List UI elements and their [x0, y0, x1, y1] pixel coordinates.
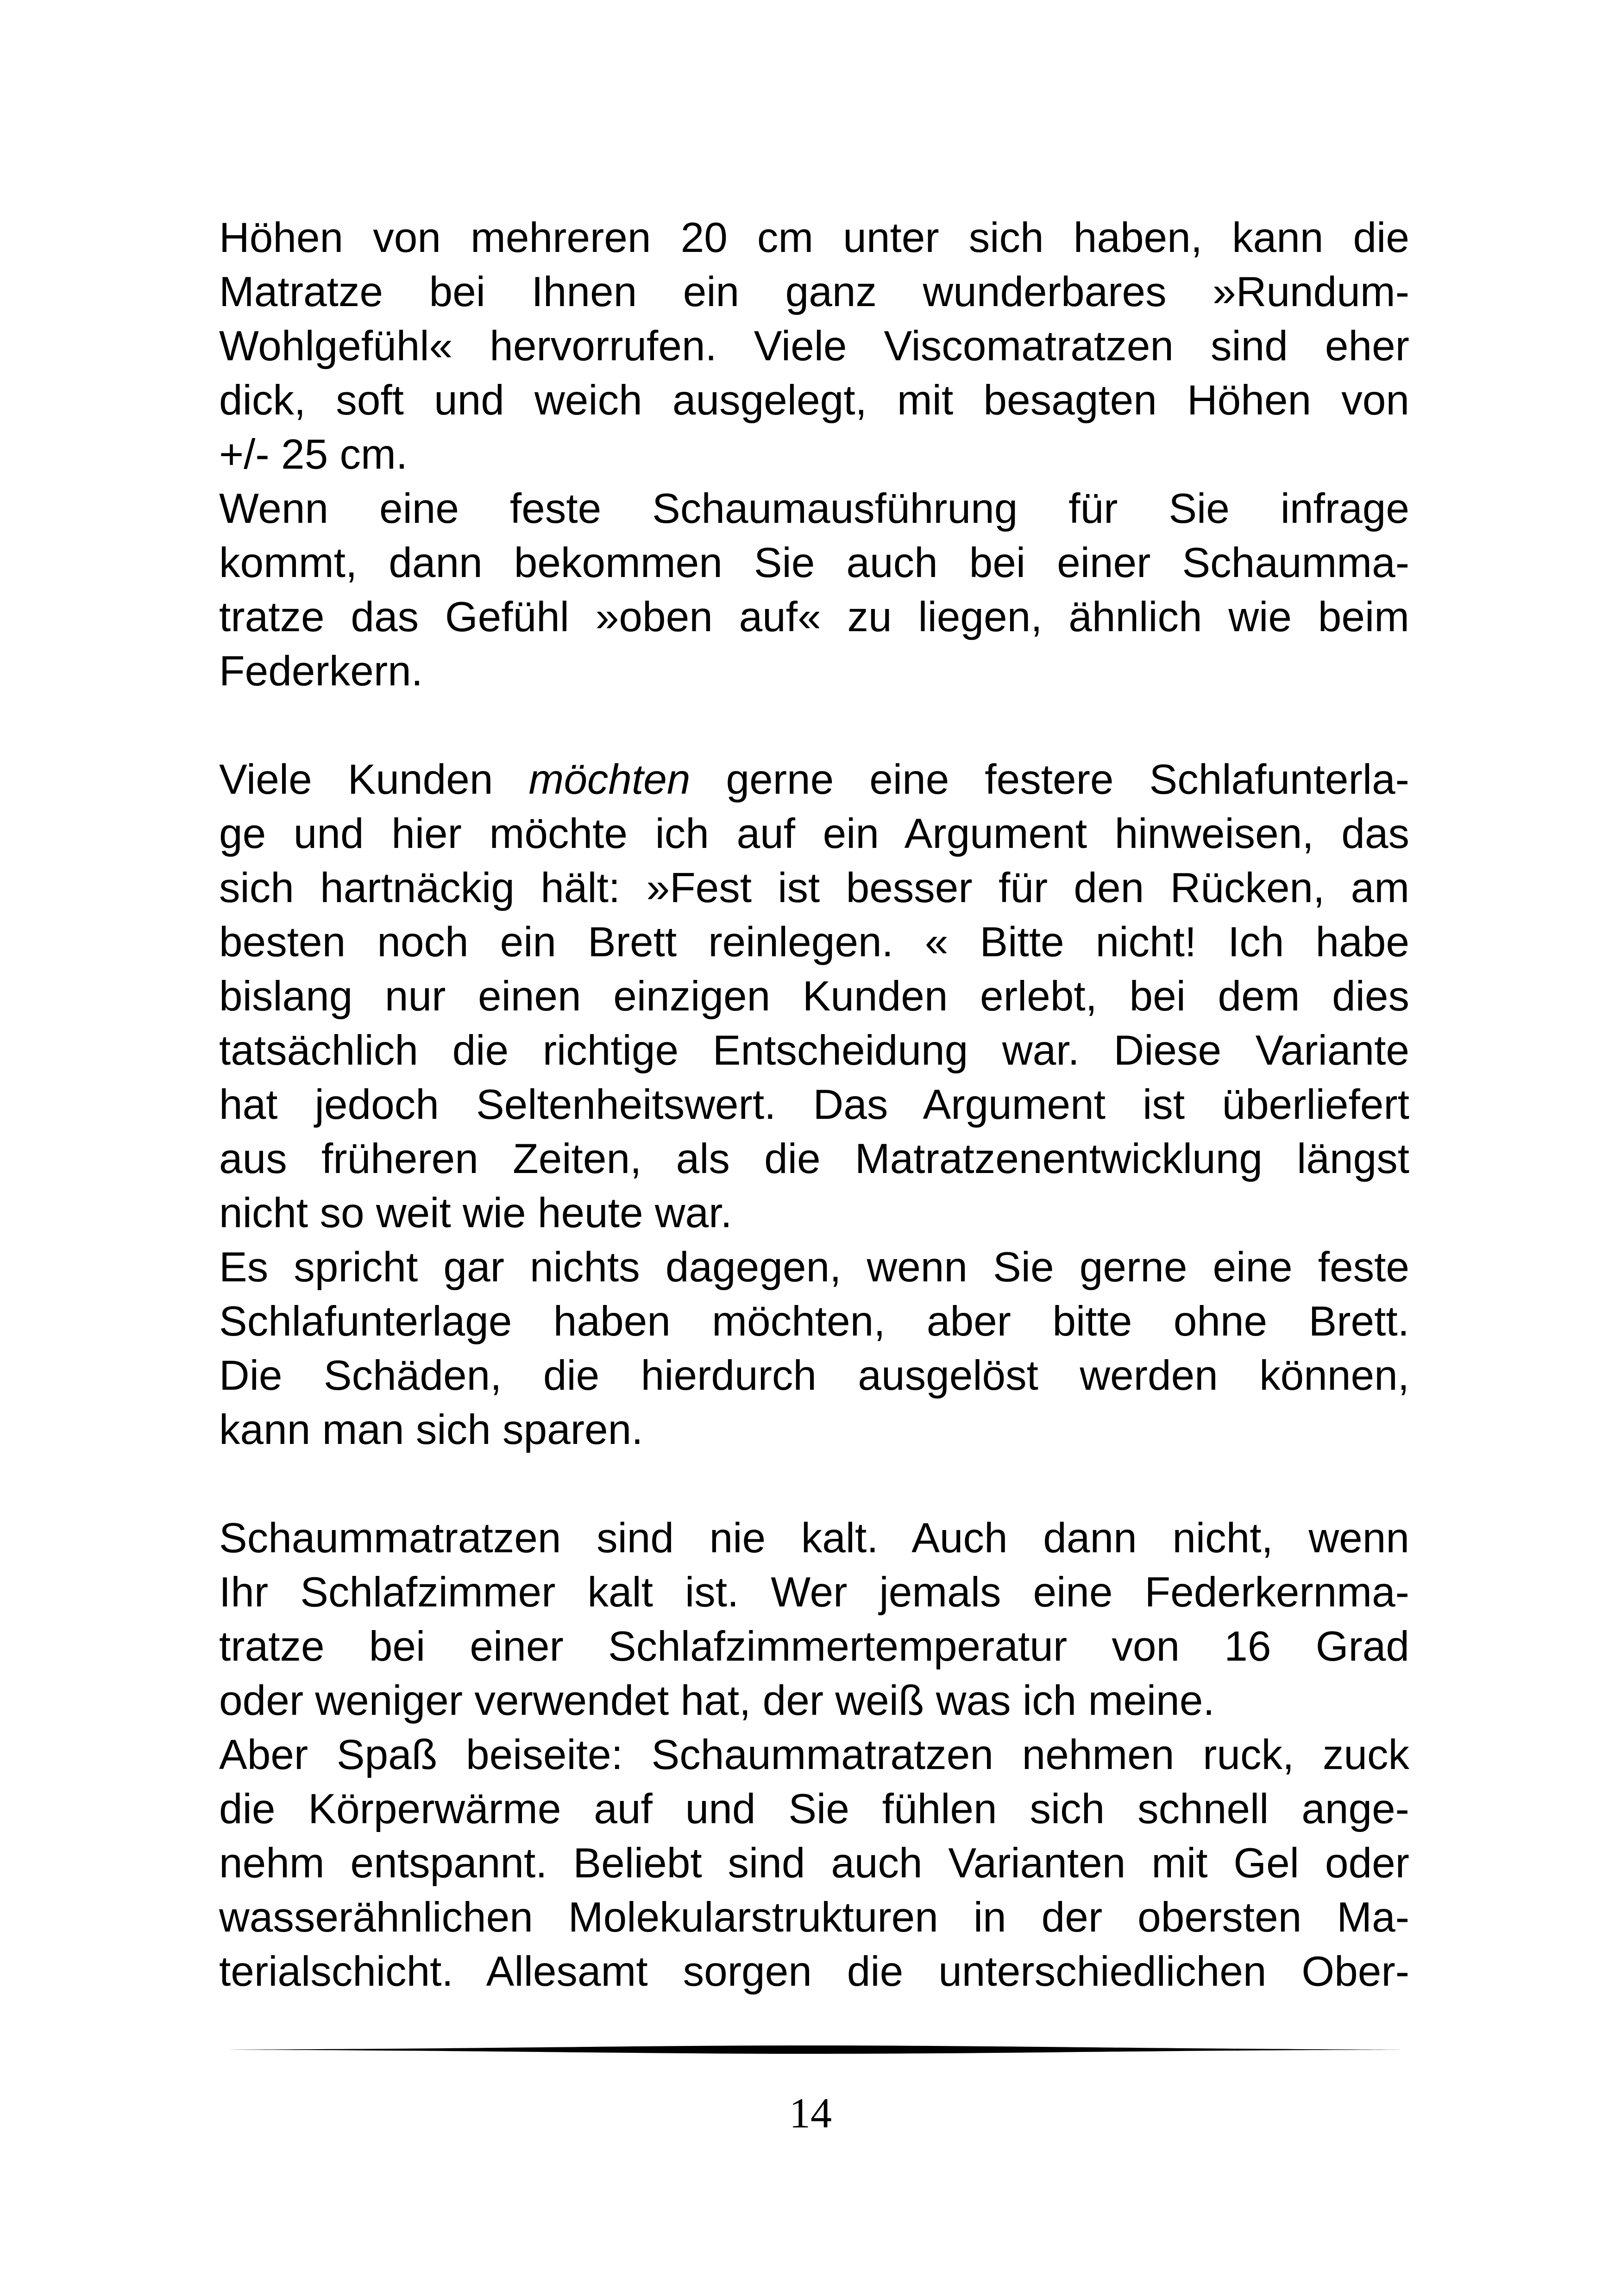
text-line: kann man sich sparen. — [219, 1406, 643, 1453]
page-number: 14 — [789, 2089, 832, 2137]
text-line: kommt, dann bekommen Sie auch bei einer Schaumma- — [219, 539, 1409, 586]
text-line: Aber Spaß beiseite: Schaummatratzen nehmen ruck, zuck — [219, 1731, 1409, 1778]
text-line: dick, soft und weich ausgelegt, mit besagten Höhen von — [219, 377, 1409, 424]
paragraph-gap — [219, 1457, 1409, 1511]
paragraph — [219, 1728, 1409, 1999]
text-line: Die Schäden, die hierdurch ausgelöst werden können, — [219, 1352, 1409, 1399]
text-line: Viele Kunden möchten gerne eine festere Schlafunterla- — [219, 756, 1409, 803]
text-line: tratze bei einer Schlafzimmertemperatur von 16 Grad — [219, 1623, 1409, 1670]
paragraph-gap — [219, 698, 1409, 753]
paragraph — [219, 1511, 1409, 1728]
text-line: Schlafunterlage haben möchten, aber bitte ohne Brett. — [219, 1298, 1409, 1345]
paragraph — [219, 1240, 1409, 1457]
paragraph — [219, 482, 1409, 698]
text-line: ge und hier möchte ich auf ein Argument hinweisen, das — [219, 810, 1409, 857]
text-line: Schaummatratzen sind nie kalt. Auch dann nicht, wenn — [219, 1515, 1409, 1562]
text-line: Matratze bei Ihnen ein ganz wunderbares »Rundum- — [219, 269, 1409, 315]
text-line: +/- 25 cm. — [219, 431, 408, 478]
footer-rule — [219, 2045, 1409, 2055]
text-line: oder weniger verwendet hat, der weiß was ich meine. — [219, 1677, 1215, 1724]
text-line: Wohlgefühl« hervorrufen. Viele Viscomatratzen sind eher — [219, 323, 1409, 370]
text-line: hat jedoch Seltenheitswert. Das Argument ist überliefert — [219, 1081, 1409, 1128]
text-line: Höhen von mehreren 20 cm unter sich haben, kann die — [219, 214, 1409, 261]
text-line: tatsächlich die richtige Entscheidung war. Diese Variante — [219, 1027, 1409, 1074]
body-text — [219, 211, 1409, 1999]
text-line: bislang nur einen einzigen Kunden erlebt, bei dem dies — [219, 973, 1409, 1020]
text-line: besten noch ein Brett reinlegen. « Bitte nicht! Ich habe — [219, 919, 1409, 966]
text-line: wasserähnlichen Molekularstrukturen in der obersten Ma- — [219, 1894, 1409, 1941]
text-line: Ihr Schlafzimmer kalt ist. Wer jemals eine Federkernma- — [219, 1569, 1409, 1616]
text-line: die Körperwärme auf und Sie fühlen sich schnell ange- — [219, 1786, 1409, 1832]
paragraph — [219, 211, 1409, 482]
text-line: tratze das Gefühl »oben auf« zu liegen, ähnlich wie beim — [219, 594, 1409, 640]
text-line: nicht so weit wie heute war. — [219, 1190, 732, 1236]
text-line: aus früheren Zeiten, als die Matratzenentwicklung längst — [219, 1135, 1409, 1182]
text-line: Federkern. — [219, 648, 423, 695]
emphasis: möchten — [528, 756, 691, 803]
text-line: sich hartnäckig hält: »Fest ist besser für den Rücken, am — [219, 865, 1409, 911]
text-line: Es spricht gar nichts dagegen, wenn Sie gerne eine feste — [219, 1244, 1409, 1291]
text-line: nehm entspannt. Beliebt sind auch Varianten mit Gel oder — [219, 1840, 1409, 1887]
text-line: terialschicht. Allesamt sorgen die unterschiedlichen Ober- — [219, 1948, 1409, 1995]
text-line: Wenn eine feste Schaumausführung für Sie infrage — [219, 485, 1409, 532]
paragraph — [219, 753, 1409, 1240]
